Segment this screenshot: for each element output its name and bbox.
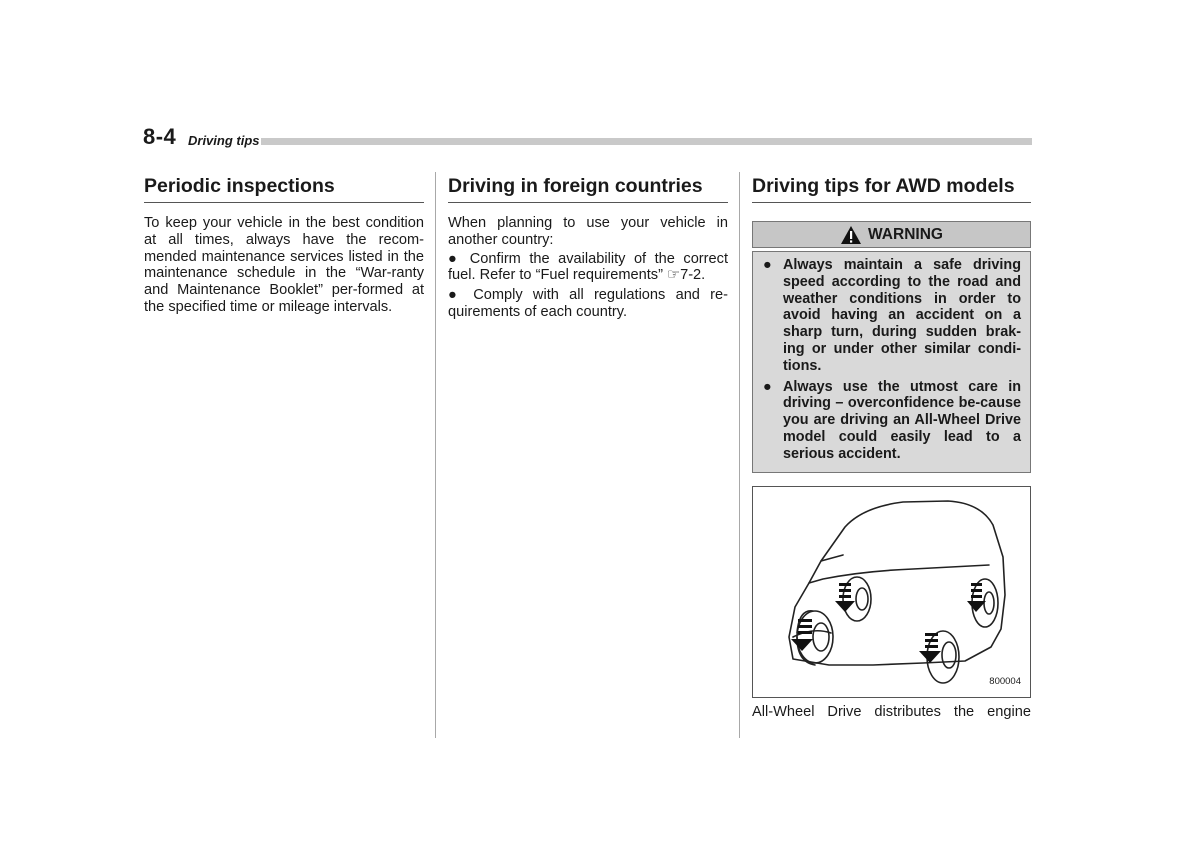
caption-word: engine bbox=[987, 703, 1031, 720]
list-item: ● Comply with all regulations and re-quirements of each country. bbox=[448, 287, 728, 320]
body-paragraph: When planning to use your vehicle in another country: bbox=[448, 215, 728, 248]
figure-code: 800004 bbox=[989, 675, 1021, 687]
page-number: 8-4 bbox=[143, 124, 177, 149]
column-periodic-inspections bbox=[144, 172, 424, 316]
column-divider bbox=[739, 172, 740, 738]
column-foreign-countries bbox=[448, 172, 728, 324]
warning-triangle-icon bbox=[840, 225, 862, 245]
awd-car-wheels-illustration bbox=[753, 487, 1030, 697]
list-item: ● Confirm the availability of the correct fuel. Refer to “Fuel requirements” ☞7-2. bbox=[448, 250, 728, 284]
section-heading: Periodic inspections bbox=[144, 172, 424, 203]
warning-item bbox=[761, 257, 1021, 375]
warning-text: Always maintain a safe driving speed according to the road and weather conditions in order to avoid having an accident on a sharp turn, during sudden brak-ing or under other similar condi-tions. bbox=[783, 257, 1021, 374]
warning-text: Always use the utmost care in driving – overconfidence be-cause you are driving an All-Wheel Drive model could easily lead to a serious accident. bbox=[783, 378, 1021, 462]
warning-item bbox=[761, 379, 1021, 463]
bullet-list bbox=[448, 251, 728, 321]
bullet-dot: ● bbox=[763, 257, 772, 273]
caption-word: Drive bbox=[827, 703, 862, 720]
caption-word: All-Wheel bbox=[752, 703, 815, 720]
section-heading: Driving in foreign countries bbox=[448, 172, 728, 203]
figure-caption bbox=[752, 704, 1031, 721]
warning-label: WARNING bbox=[868, 225, 943, 243]
section-heading: Driving tips for AWD models bbox=[752, 172, 1031, 203]
page-header bbox=[143, 124, 1032, 152]
section-name: Driving tips bbox=[188, 133, 260, 148]
warning-box bbox=[752, 251, 1031, 473]
bullet-dot: ● bbox=[763, 378, 772, 395]
body-paragraph: To keep your vehicle in the best condition at all times, always have the recom-mended maintenance services listed in the maintenance schedule in the “War-ranty and Maintenance Booklet” per-formed at the specified time or mileage intervals. bbox=[144, 215, 424, 315]
column-divider bbox=[435, 172, 436, 738]
caption-word: the bbox=[953, 703, 975, 720]
awd-figure bbox=[752, 486, 1031, 698]
header-rule bbox=[261, 138, 1032, 145]
caption-word: distributes bbox=[874, 703, 941, 720]
column-awd-tips bbox=[752, 172, 1031, 720]
warning-header bbox=[752, 221, 1031, 248]
